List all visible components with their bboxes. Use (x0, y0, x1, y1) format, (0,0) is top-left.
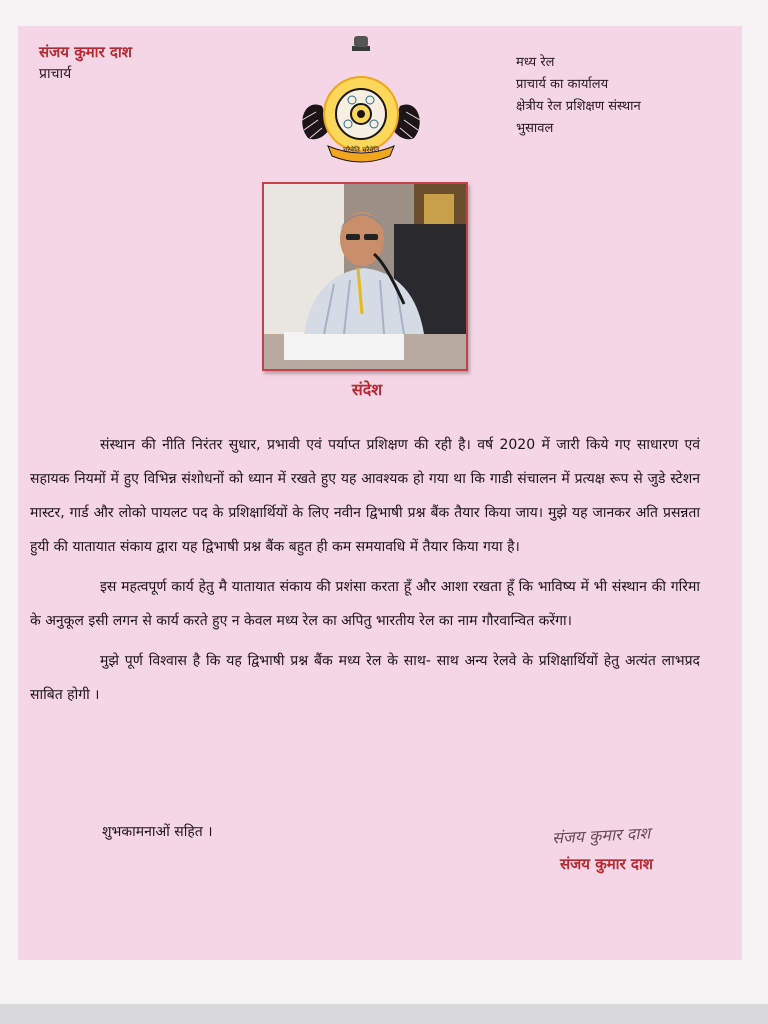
institute-logo (292, 32, 430, 166)
address-line: मध्य रेल (516, 55, 555, 70)
address-line: क्षेत्रीय रेल प्रशिक्षण संस्थान (516, 99, 641, 114)
portrait-photo (262, 182, 468, 371)
message-body (30, 428, 700, 718)
logo-motto: चरैवेति चरैवेति (342, 146, 380, 154)
address-line: प्राचार्य का कार्यालय (516, 77, 609, 92)
signatory-name: संजय कुमार दाश (560, 855, 653, 873)
closing-greeting: शुभकामनाओं सहित । (102, 824, 213, 840)
paragraph: मुझे पूर्ण विश्वास है कि यह द्विभाषी प्रश्न बैंक मध्य रेल के साथ- साथ अन्य रेलवे के प्रशिक्षार्थियों हेतु अत्यंत लाभप्रद साबित होगी । (30, 653, 700, 703)
sender-title: प्राचार्य (39, 66, 72, 82)
paragraph: संस्थान की नीति निरंतर सुधार, प्रभावी एवं पर्याप्त प्रशिक्षण की रही है। वर्ष 2020 में जारी किये गए साधारण एवं सहायक नियमों में हुए विभिन्न संशोधनों को ध्यान में रखते हुए यह आवश्यक हो गया था कि गाडी संचालन में प्रत्यक्ष रूप से जुडे स्टेशन मास्टर, गार्ड और लोको पायलट पद के प्रशिक्षार्थियों के लिए नवीन द्विभाषी प्रश्न बैंक तैयार किया जाय। मुझे यह जानकर अति प्रसन्नता हुयी की यातायात संकाय द्वारा यह द्विभाषी प्रश्न बैंक बहुत ही कम समयावधि में तैयार किया गया है। (30, 437, 700, 555)
handwritten-signature: संजय कुमार दाश (551, 823, 651, 848)
sender-name: संजय कुमार दाश (39, 43, 132, 61)
address-line: भुसावल (516, 121, 554, 136)
caption-message: संदेश (351, 380, 383, 399)
office-address (516, 52, 641, 140)
bottom-strip (0, 1004, 768, 1024)
paragraph: इस महत्वपूर्ण कार्य हेतु मै यातायात संकाय की प्रशंसा करता हूँ और आशा रखता हूँ कि भाविष्य में भी संस्थान की गरिमा के अनुकूल इसी लगन से कार्य करते हुए न केवल मध्य रेल का अपितु भारतीय रेल का नाम गौरवान्वित करेंगा। (30, 579, 700, 629)
